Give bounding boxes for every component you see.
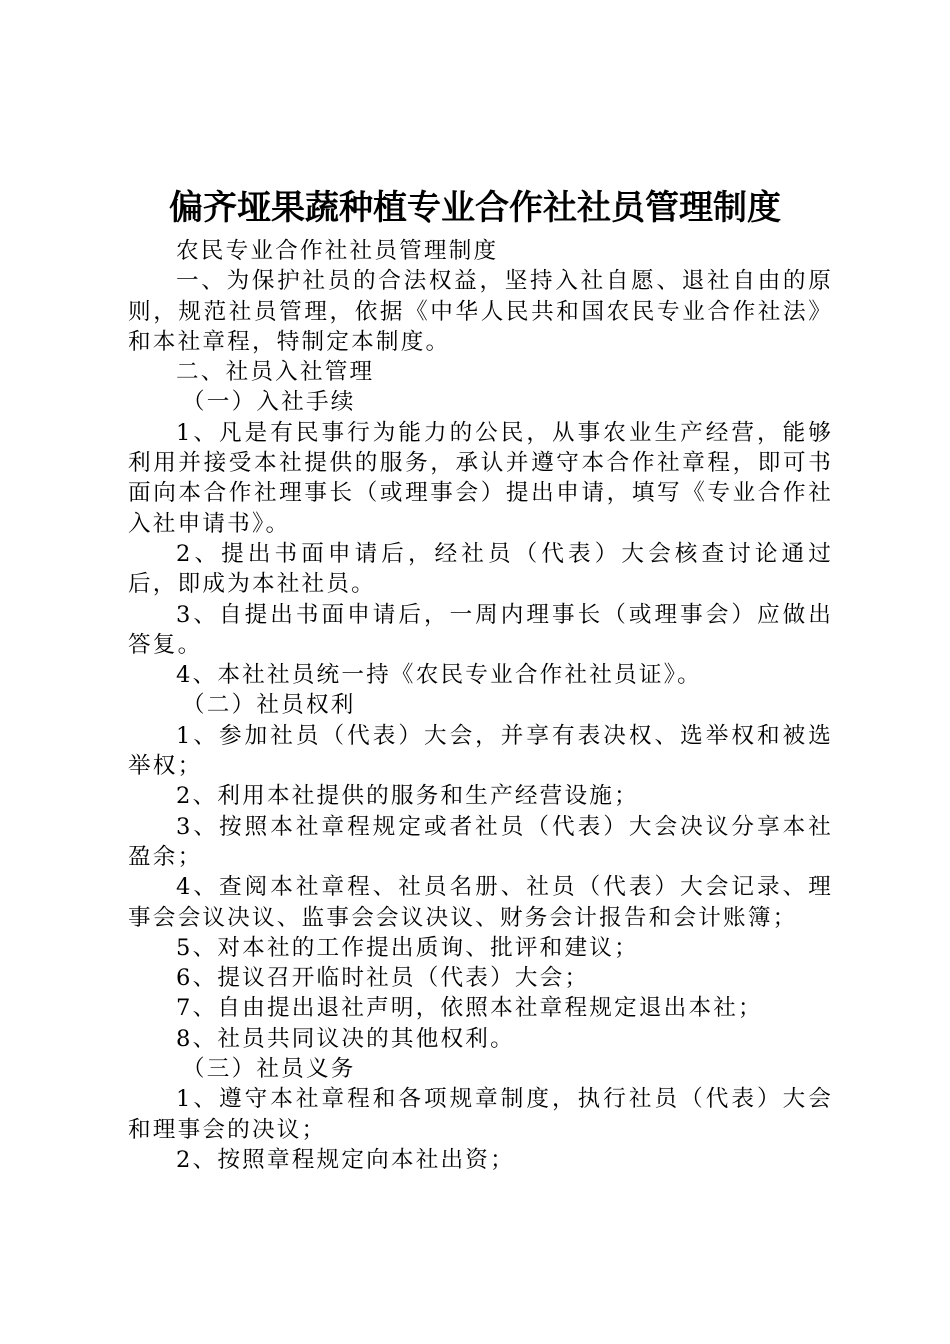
paragraph: 1、遵守本社章程和各项规章制度，执行社员（代表）大会和理事会的决议； [128, 1086, 833, 1143]
paragraph: 2、利用本社提供的服务和生产经营设施； [176, 783, 639, 810]
paragraph: 7、自由提出退社声明，依照本社章程规定退出本社； [176, 995, 763, 1022]
paragraph: 3、自提出书面申请后，一周内理事长（或理事会）应做出答复。 [128, 601, 833, 658]
paragraph: （一）入社手续 [182, 389, 356, 416]
paragraph: 8、社员共同议决的其他权利。 [176, 1025, 515, 1052]
paragraph: 一、为保护社员的合法权益，坚持入社自愿、退社自由的原则，规范社员管理，依据《中华人民共和国农民专业合作社法》和本社章程，特制定本制度。 [128, 268, 833, 355]
paragraph: （二）社员权利 [182, 692, 356, 719]
paragraph: 二、社员入社管理 [176, 359, 375, 386]
paragraph: 2、按照章程规定向本社出资； [176, 1146, 515, 1173]
paragraph: 6、提议召开临时社员（代表）大会； [176, 965, 590, 992]
paragraph: 5、对本社的工作提出质询、批评和建议； [176, 934, 639, 961]
paragraph: 1、参加社员（代表）大会，并享有表决权、选举权和被选举权； [128, 722, 833, 780]
document-title: 偏齐垭果蔬种植专业合作社社员管理制度 [169, 188, 781, 228]
paragraph: 3、按照本社章程规定或者社员（代表）大会决议分享本社盈余； [128, 813, 833, 870]
paragraph: （三）社员义务 [182, 1056, 356, 1083]
paragraph: 4、查阅本社章程、社员名册、社员（代表）大会记录、理事会会议决议、监事会会议决议、财务会计报告和会计账簿； [128, 874, 833, 931]
paragraph: 农民专业合作社社员管理制度 [176, 238, 499, 264]
document-body [128, 236, 833, 1175]
paragraph: 1、凡是有民事行为能力的公民，从事农业生产经营，能够利用并接受本社提供的服务，承认并遵守本合作社章程，即可书面向本合作社理事长（或理事会）提出申请，填写《专业合作社入社申请书》。 [128, 419, 833, 537]
paragraph: 4、本社社员统一持《农民专业合作社社员证》。 [176, 662, 702, 689]
paragraph: 2、提出书面申请后，经社员（代表）大会核查讨论通过后，即成为本社社员。 [128, 540, 833, 598]
